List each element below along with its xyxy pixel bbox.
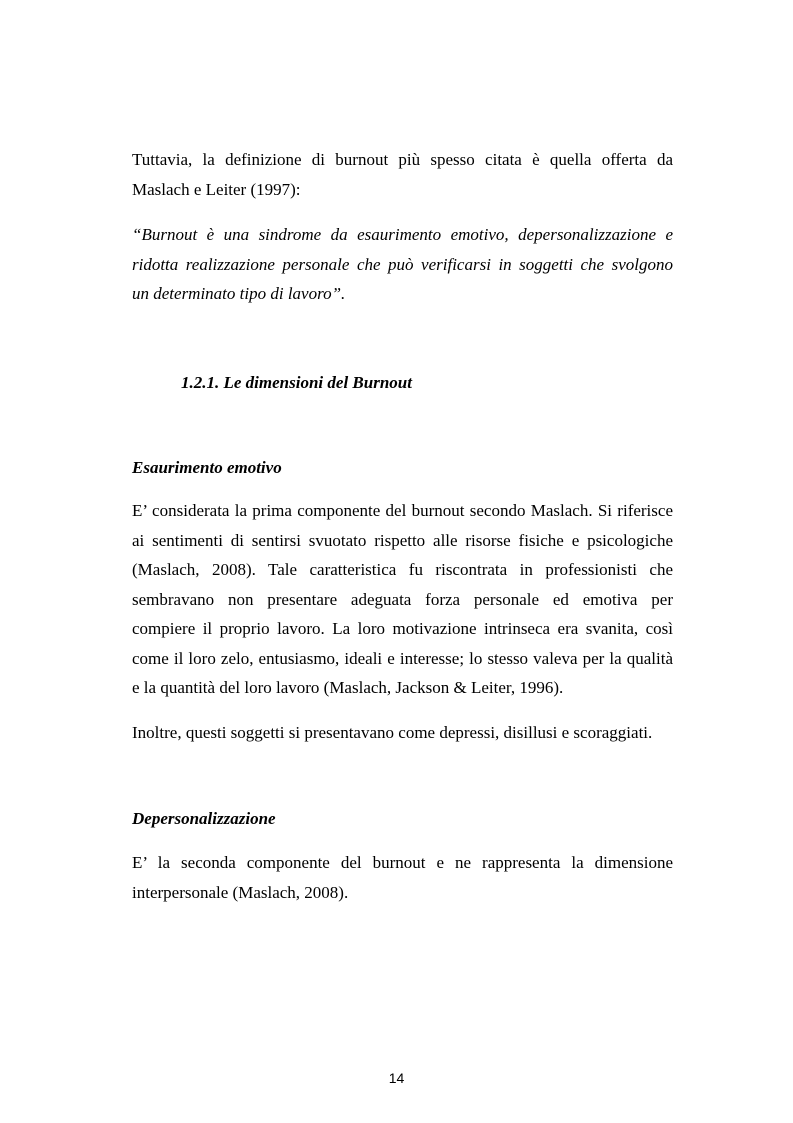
text-line: compiere il proprio lavoro. La loro motivazione intrinseca era svanita, così xyxy=(132,619,673,638)
page-number: 14 xyxy=(388,1070,405,1086)
esaurimento-paragraph xyxy=(132,496,673,703)
intro-paragraph xyxy=(132,145,673,204)
text-line: ai sentimenti di sentirsi svuotato rispetto alle risorse fisiche e psicologiche xyxy=(132,530,673,550)
text-line: E’ la seconda componente del burnout e ne rappresenta la dimensione xyxy=(132,853,673,872)
text-line: un determinato tipo di lavoro”. xyxy=(132,284,346,303)
text-line: E’ considerata la prima componente del burnout secondo Maslach. Si riferisce xyxy=(132,501,673,520)
depersonalizzazione-paragraph xyxy=(132,848,673,907)
text-line: interpersonale (Maslach, 2008). xyxy=(132,882,349,902)
text-line: Inoltre, questi soggetti si presentavano come depressi, disillusi e scoraggiati. xyxy=(132,723,653,742)
text-line: e la quantità del loro lavoro (Maslach, Jackson & Leiter, 1996). xyxy=(132,678,564,697)
subsection-title-depersonalizzazione: Depersonalizzazione xyxy=(132,809,276,828)
esaurimento-paragraph-2 xyxy=(132,718,673,748)
text-line: Maslach e Leiter (1997): xyxy=(132,179,301,199)
quote-paragraph xyxy=(132,220,673,309)
text-line: sembravano non presentare adeguata forza personale ed emotiva per xyxy=(132,589,673,609)
text-line: (Maslach, 2008). Tale caratteristica fu riscontrata in professionisti che xyxy=(132,560,673,579)
subsection-title-esaurimento: Esaurimento emotivo xyxy=(132,458,282,477)
section-heading: 1.2.1. Le dimensioni del Burnout xyxy=(181,373,412,392)
text-line: come il loro zelo, entusiasmo, ideali e interesse; lo stesso valeva per la qualità xyxy=(132,648,673,668)
text-line: “Burnout è una sindrome da esaurimento emotivo, depersonalizzazione e xyxy=(132,225,673,244)
text-line: Tuttavia, la definizione di burnout più spesso citata è quella offerta da xyxy=(132,150,673,169)
text-line: ridotta realizzazione personale che può verificarsi in soggetti che svolgono xyxy=(132,254,673,274)
